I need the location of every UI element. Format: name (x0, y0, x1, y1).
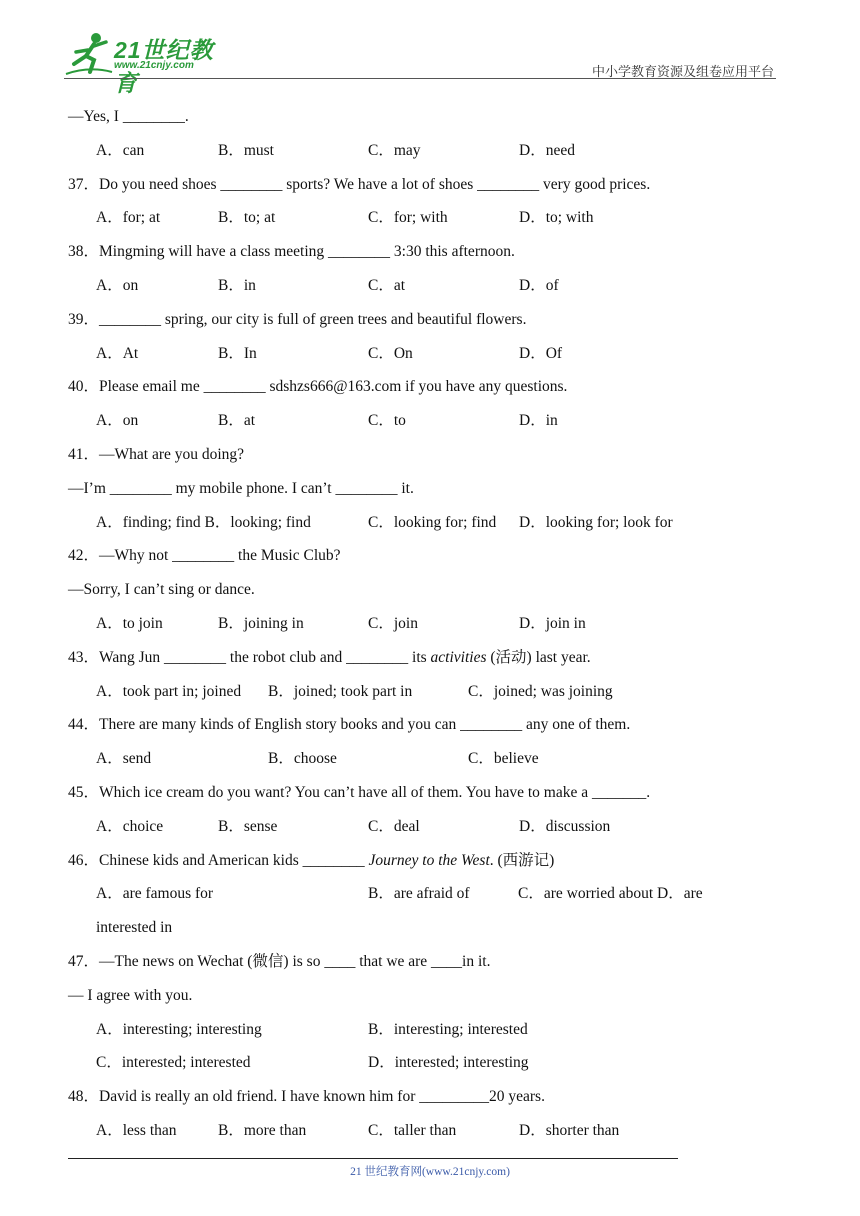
option-d: D．of (519, 276, 559, 294)
option-a-b: A．finding; find B．looking; find (96, 513, 311, 531)
option-d: D．join in (519, 614, 586, 632)
option-a: A．to join (96, 614, 163, 632)
options-36 (68, 134, 788, 168)
option-b: B．in (218, 276, 256, 294)
option-a: A．took part in; joined (96, 682, 242, 700)
page-header (0, 0, 860, 96)
option-d: D．Of (519, 344, 563, 362)
option-b: B．to; at (218, 209, 276, 227)
question-46 (68, 844, 788, 878)
option-a: A．less than (96, 1121, 177, 1139)
question-46-text: 46．Chinese kids and American kids ________ (68, 851, 369, 869)
question-47-reply: — I agree with you. (68, 986, 193, 1004)
logo-url: www.21cnjy.com (114, 60, 194, 71)
question-39: 39．________ spring, our city is full of green trees and beautiful flowers. (68, 310, 527, 328)
option-c: C．for; with (368, 209, 448, 227)
options-37 (68, 201, 788, 235)
option-b: B．choose (268, 750, 337, 768)
logo-text: 21世纪教育 (114, 37, 214, 96)
question-42-reply: —Sorry, I can’t sing or dance. (68, 581, 255, 599)
option-c: C．join (368, 614, 418, 632)
question-46-tail: . (西游记) (489, 851, 555, 869)
footer-divider (68, 1158, 678, 1159)
option-d: D．interested; interesting (368, 1054, 529, 1072)
options-41 (68, 506, 788, 540)
option-b: B．at (218, 412, 256, 430)
options-48 (68, 1114, 788, 1148)
footer-source: 21 世纪教育网(www.21cnjy.com) (350, 1166, 510, 1178)
option-d: D．in (519, 412, 558, 430)
option-c: C．at (368, 276, 406, 294)
option-c: C．joined; was joining (468, 682, 613, 700)
platform-name: 中小学教育资源及组卷应用平台 (591, 64, 774, 79)
option-a: A．choice (96, 817, 164, 835)
options-44 (68, 742, 788, 776)
option-d: D．shorter than (519, 1121, 620, 1139)
answer-line: —Yes, I ________. (68, 108, 189, 125)
options-45 (68, 810, 788, 844)
option-d-tail: interested in (96, 919, 173, 937)
question-list (68, 100, 788, 1148)
option-b: B．joining in (218, 614, 304, 632)
question-45: 45．Which ice cream do you want? You can’t have all of them. You have to make a _______. (68, 783, 651, 801)
option-b: B．sense (218, 817, 278, 835)
question-48: 48．David is really an old friend. I have known him for _________20 years. (68, 1088, 545, 1106)
question-38: 38．Mingming will have a class meeting ________ 3:30 this afternoon. (68, 243, 515, 261)
options-46-continued (68, 911, 788, 945)
option-c: C．to (368, 412, 406, 430)
option-d: D．looking for; look for (519, 513, 673, 531)
runner-logo-icon (64, 30, 114, 78)
options-43 (68, 675, 788, 709)
question-44: 44．There are many kinds of English story books and you can ________ any one of them. (68, 716, 631, 734)
option-b: B．are afraid of (368, 885, 470, 903)
option-b: B．must (218, 141, 274, 159)
option-a: A．can (96, 141, 145, 159)
question-43-italic: activities (430, 648, 487, 666)
option-d: D．need (519, 141, 575, 159)
question-47: 47．—The news on Wechat (微信) is so ____ that we are ____in it. (68, 952, 491, 970)
options-39 (68, 337, 788, 371)
options-46 (68, 877, 788, 911)
option-b: B．joined; took part in (268, 682, 413, 700)
question-37: 37．Do you need shoes ________ sports? We have a lot of shoes ________ very good prices. (68, 175, 651, 193)
option-c: C．believe (468, 750, 539, 768)
option-a: A．At (96, 344, 139, 362)
option-a: A．on (96, 276, 139, 294)
question-41-reply: —I’m ________ my mobile phone. I can’t ________ it. (68, 479, 414, 497)
option-a: A．send (96, 750, 152, 768)
option-c: C．interested; interested (96, 1054, 251, 1072)
option-a: A．on (96, 412, 139, 430)
question-41: 41．—What are you doing? (68, 445, 245, 463)
option-c: C．taller than (368, 1121, 457, 1139)
options-47-row2 (68, 1046, 788, 1080)
question-43-text: 43．Wang Jun ________ the robot club and ________ its (68, 648, 431, 666)
option-c: C．looking for; find (368, 513, 497, 531)
logo (64, 30, 234, 96)
question-42: 42．—Why not ________ the Music Club? (68, 547, 341, 565)
question-43-tail: (活动) last year. (486, 648, 591, 666)
option-a: A．are famous for (96, 885, 214, 903)
options-47-row1 (68, 1013, 788, 1047)
options-42 (68, 607, 788, 641)
options-38 (68, 269, 788, 303)
option-a: A．for; at (96, 209, 161, 227)
header-divider (64, 78, 776, 79)
option-c: C．deal (368, 817, 420, 835)
options-40 (68, 404, 788, 438)
option-b: B．In (218, 344, 257, 362)
option-d: D．discussion (519, 817, 611, 835)
question-46-italic: Journey to the West (368, 851, 490, 869)
question-40: 40．Please email me ________ sdshzs666@163.com if you have any questions. (68, 378, 568, 396)
question-43 (68, 641, 788, 675)
option-c-d: C．are worried about D．are (518, 885, 703, 903)
option-b: B．more than (218, 1121, 307, 1139)
option-a: A．interesting; interesting (96, 1020, 262, 1038)
option-c: C．may (368, 141, 421, 159)
option-c: C．On (368, 344, 413, 362)
option-b: B．interesting; interested (368, 1020, 528, 1038)
option-d: D．to; with (519, 209, 594, 227)
